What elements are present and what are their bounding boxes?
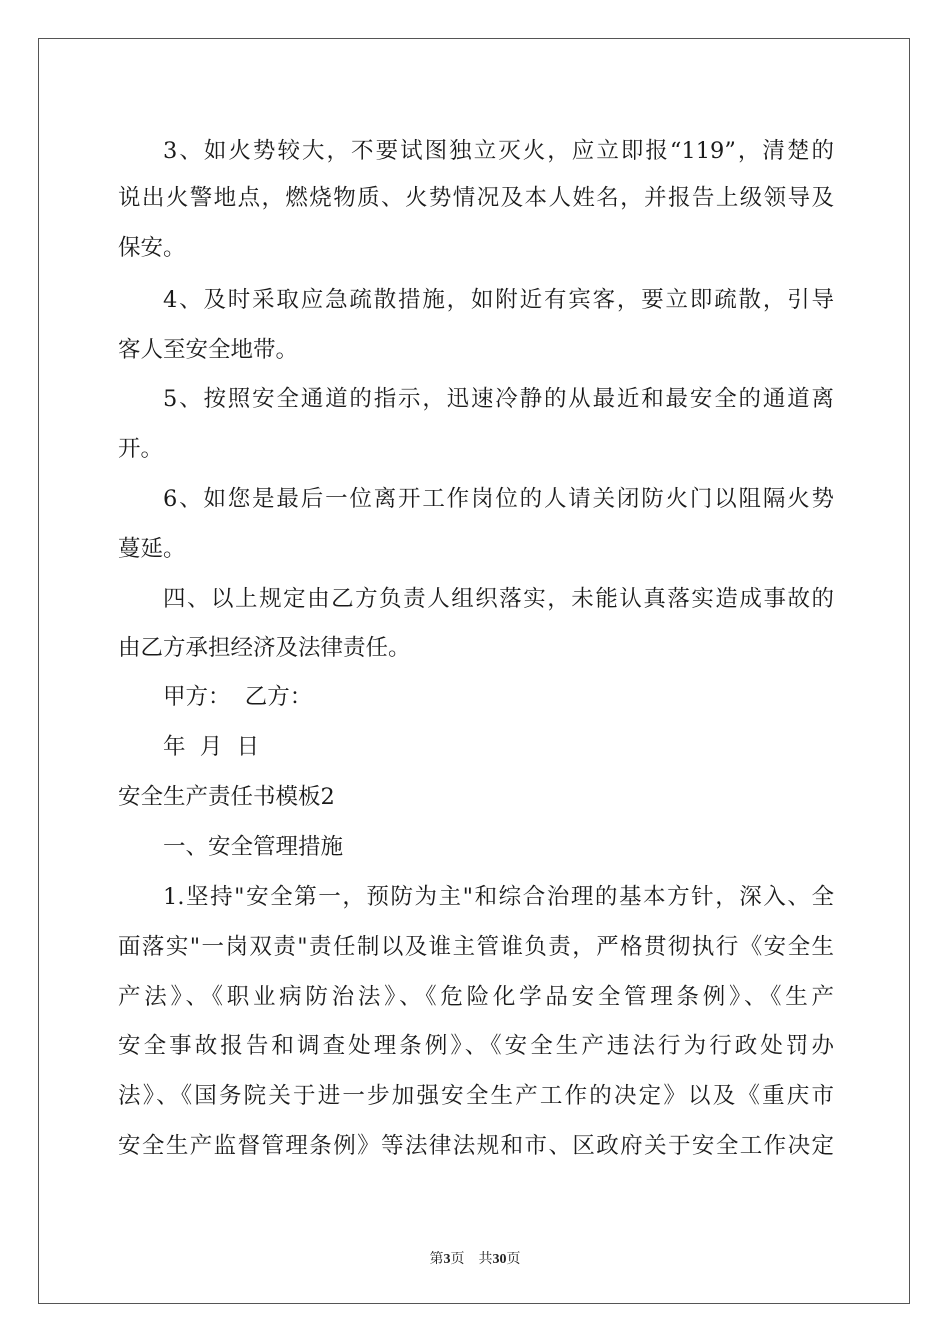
date-line: 年 月 日 [163, 734, 260, 760]
paragraph-line: 安全事故报告和调查处理条例》、《安全生产违法行为行政处罚办 [118, 1033, 834, 1059]
paragraph-line: 客人至安全地带。 [118, 337, 299, 363]
paragraph-line: 面落实"一岗双责"责任制以及谁主管谁负责，严格贯彻执行《安全生 [118, 934, 834, 960]
paragraph-line: 四、以上规定由乙方负责人组织落实，未能认真落实造成事故的 [163, 586, 834, 612]
page-border [38, 38, 910, 1304]
paragraph-line: 5、按照安全通道的指示，迅速冷静的从最近和最安全的通道离 [163, 386, 834, 412]
signature-line: 甲方： 乙方： [163, 684, 313, 710]
paragraph-line: 6、如您是最后一位离开工作岗位的人请关闭防火门以阻隔火势 [163, 486, 834, 512]
page-footer [0, 1248, 950, 1268]
paragraph-line: 产法》、《职业病防治法》、《危险化学品安全管理条例》、《生产 [118, 984, 834, 1010]
footer-prefix: 第 [429, 1252, 444, 1267]
paragraph-line: 由乙方承担经济及法律责任。 [118, 635, 411, 661]
section-heading: 一、安全管理措施 [163, 834, 344, 860]
footer-total-pages: 30 [492, 1252, 507, 1267]
paragraph-line: 蔓延。 [118, 536, 186, 562]
paragraph-line: 说出火警地点，燃烧物质、火势情况及本人姓名，并报告上级领导及 [118, 185, 834, 211]
paragraph-line: 保安。 [118, 235, 186, 261]
footer-page-number: 3 [443, 1252, 451, 1267]
paragraph-line: 1.坚持"安全第一，预防为主"和综合治理的基本方针，深入、全 [163, 884, 834, 910]
paragraph-line: 法》、《国务院关于进一步加强安全生产工作的决定》以及《重庆市 [118, 1083, 834, 1109]
footer-page-unit: 页 [450, 1252, 465, 1267]
paragraph-line: 4、及时采取应急疏散措施，如附近有宾客，要立即疏散，引导 [163, 287, 834, 313]
paragraph-line: 3、如火势较大，不要试图独立灭火，应立即报“119”，清楚的 [163, 138, 834, 164]
section-title: 安全生产责任书模板2 [118, 784, 335, 810]
paragraph-line: 开。 [118, 436, 164, 462]
footer-total-prefix: 共 [478, 1252, 493, 1267]
paragraph-line: 安全生产监督管理条例》等法律法规和市、区政府关于安全工作决定 [118, 1133, 834, 1159]
footer-total-unit: 页 [506, 1252, 521, 1267]
